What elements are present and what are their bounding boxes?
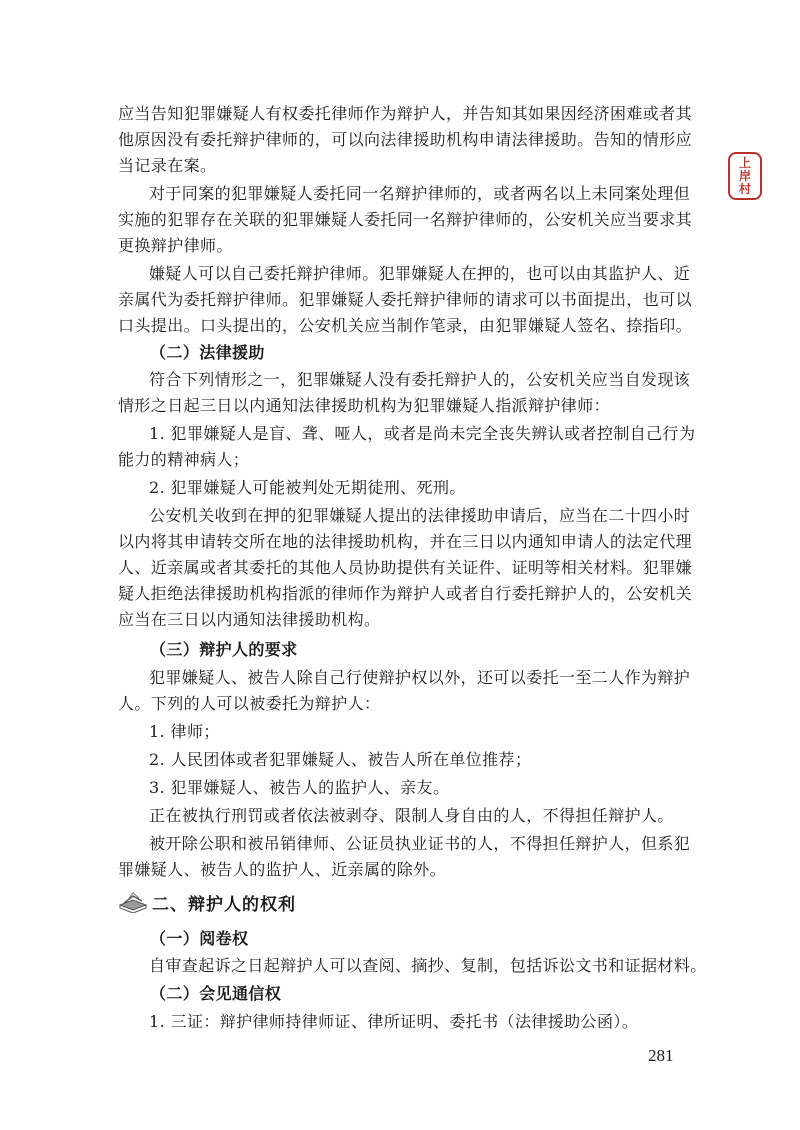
page-number: 281 <box>648 1046 674 1065</box>
section-heading <box>118 889 296 915</box>
subheading-legal-aid: （二）法律援助 <box>150 343 265 362</box>
list-item: 3. 犯罪嫌疑人、被告人的监护人、亲友。 <box>149 778 450 797</box>
paragraph-line: 情形之日起三日以内通知法律援助机构为犯罪嫌疑人指派辩护律师： <box>118 396 611 415</box>
subheading-defender-requirements: （三）辩护人的要求 <box>150 640 298 659</box>
paragraph-line: 被开除公职和被吊销律师、公证员执业证书的人，不得担任辩护人，但系犯 <box>149 834 691 853</box>
paragraph-line: 自审查起诉之日起辩护人可以查阅、摘抄、复制，包括诉讼文书和证据材料。 <box>149 956 707 975</box>
paragraph-line: 罪嫌疑人、被告人的监护人、近亲属的除外。 <box>118 860 447 879</box>
paragraph-line: 以内将其申请转交所在地的法律援助机构，并在三日以内通知申请人的法定代理 <box>118 532 693 551</box>
paragraph-line: 公安机关收到在押的犯罪嫌疑人提出的法律援助申请后，应当在二十四小时 <box>149 506 691 525</box>
paragraph-line: 嫌疑人可以自己委托辩护律师。犯罪嫌疑人在押的，也可以由其监护人、近 <box>149 264 691 283</box>
paragraph-line: 亲属代为委托辩护律师。犯罪嫌疑人委托辩护律师的请求可以书面提出，也可以 <box>118 290 693 309</box>
paragraph-line: 正在被执行刑罚或者依法被剥夺、限制人身自由的人，不得担任辩护人。 <box>149 806 674 825</box>
paragraph-line: 符合下列情形之一，犯罪嫌疑人没有委托辩护人的，公安机关应当自发现该 <box>149 370 691 389</box>
list-item: 2. 犯罪嫌疑人可能被判处无期徒刑、死刑。 <box>149 478 466 497</box>
book-icon <box>118 891 148 913</box>
subheading-file-review: （一）阅卷权 <box>150 929 249 948</box>
paragraph-line: 实施的犯罪存在关联的犯罪嫌疑人委托同一名辩护律师的，公安机关应当要求其 <box>118 210 693 229</box>
subheading-meeting-rights: （二）会见通信权 <box>150 984 282 1003</box>
list-item: 1. 犯罪嫌疑人是盲、聋、哑人，或者是尚未完全丧失辨认或者控制自己行为 <box>149 424 696 443</box>
paragraph-line: 应当在三日以内通知法律援助机构。 <box>118 610 381 629</box>
paragraph-line: 人。下列的人可以被委托为辩护人： <box>118 694 381 713</box>
paragraph-line: 应当告知犯罪嫌疑人有权委托律师作为辩护人，并告知其如果因经济困难或者其 <box>118 104 693 123</box>
paragraph-line: 他原因没有委托辩护律师的，可以向法律援助机构申请法律援助。告知的情形应 <box>118 130 693 149</box>
paragraph-line: 人、近亲属或者其委托的其他人员协助提供有关证件、证明等相关材料。犯罪嫌 <box>118 558 693 577</box>
list-item: 1. 三证：辩护律师持律师证、律所证明、委托书（法律援助公函）。 <box>149 1012 639 1031</box>
paragraph-line: 更换辩护律师。 <box>118 236 233 255</box>
paragraph-line: 疑人拒绝法律援助机构指派的律师作为辩护人或者自行委托辩护人的，公安机关 <box>118 584 693 603</box>
paragraph-line: 口头提出。口头提出的，公安机关应当制作笔录，由犯罪嫌疑人签名、捺指印。 <box>118 316 693 335</box>
publisher-seal-icon: 上 岸 村 <box>728 152 762 200</box>
paragraph-line: 能力的精神病人； <box>118 450 250 469</box>
list-item: 2. 人民团体或者犯罪嫌疑人、被告人所在单位推荐； <box>149 750 532 769</box>
paragraph-line: 犯罪嫌疑人、被告人除自己行使辩护权以外，还可以委托一至二人作为辩护 <box>149 668 691 687</box>
section-title: 二、辩护人的权利 <box>152 894 296 915</box>
paragraph-line: 对于同案的犯罪嫌疑人委托同一名辩护律师的，或者两名以上未同案处理但 <box>149 184 691 203</box>
list-item: 1. 律师； <box>149 722 220 741</box>
paragraph-line: 当记录在案。 <box>118 156 217 175</box>
